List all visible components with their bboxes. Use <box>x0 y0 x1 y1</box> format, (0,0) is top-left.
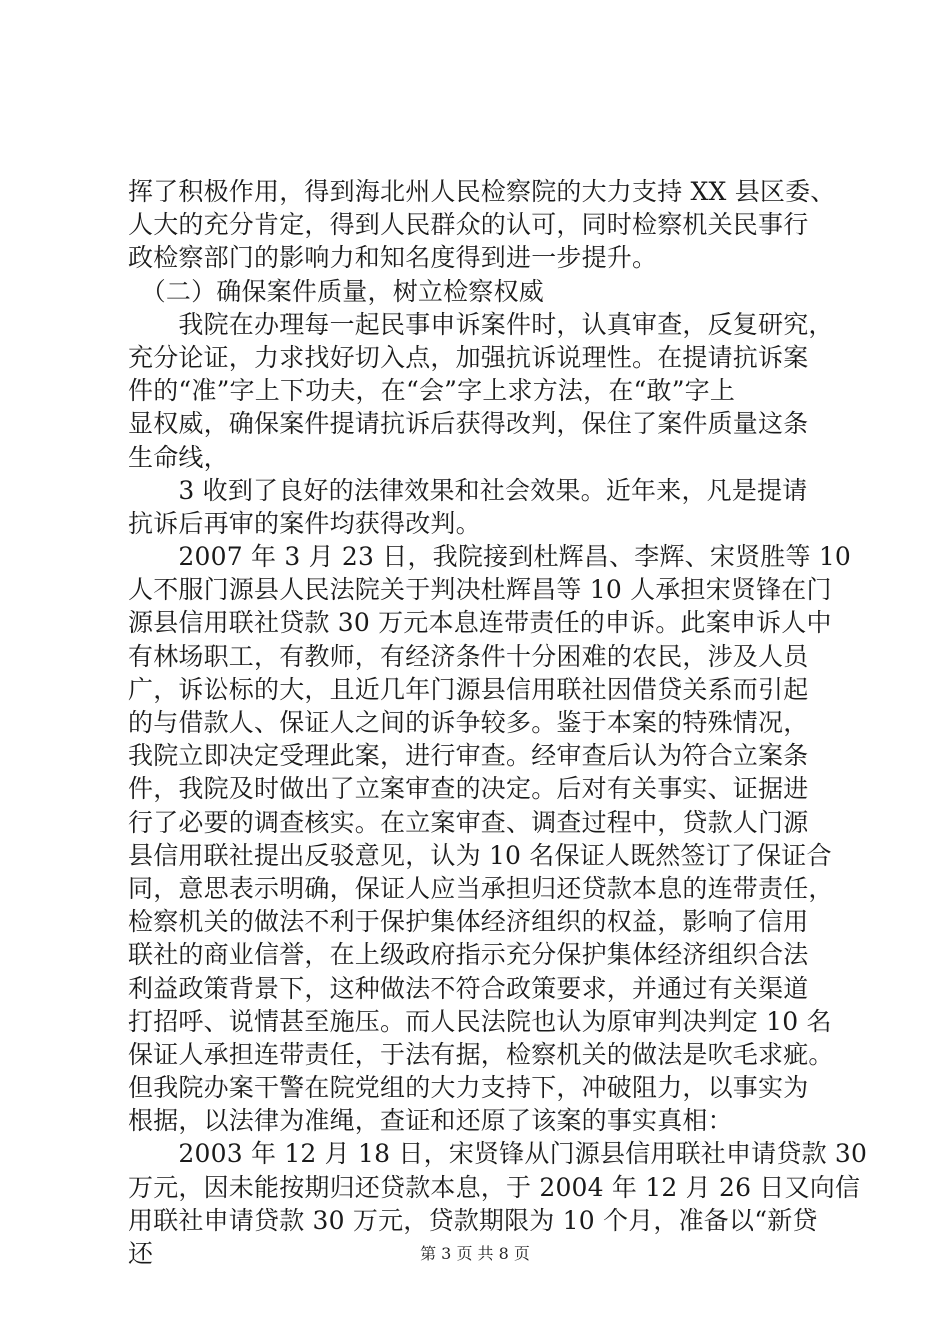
body-text <box>128 175 868 1270</box>
text-line: 人大的充分肯定，得到人民群众的认可，同时检察机关民事行 <box>128 210 809 240</box>
text-line: 件，我院及时做出了立案审查的决定。后对有关事实、证据进 <box>128 774 809 804</box>
text-line: 2007 年 3 月 23 日，我院接到杜辉昌、李辉、宋贤胜等 10 <box>128 542 852 572</box>
text-line: 我院在办理每一起民事申诉案件时，认真审查，反复研究， <box>128 309 834 339</box>
text-line: 我院立即决定受理此案，进行审查。经审查后认为符合立案条 <box>128 741 809 771</box>
text-line: 保证人承担连带责任，于法有据，检察机关的做法是吹毛求疵。 <box>128 1039 834 1069</box>
text-line: 根据，以法律为准绳，查证和还原了该案的事实真相： <box>128 1106 733 1136</box>
text-line: 挥了积极作用，得到海北州人民检察院的大力支持 XX 县区委、 <box>128 177 836 206</box>
text-line: 政检察部门的影响力和知名度得到进一步提升。 <box>128 243 658 273</box>
text-line: 万元，因未能按期归还贷款本息，于 2004 年 12 月 26 日又向信 <box>128 1172 861 1202</box>
text-line: 用联社申请贷款 30 万元，贷款期限为 10 个月，准备以“新贷 <box>128 1205 818 1235</box>
text-line: 行了必要的调查核实。在立案审查、调查过程中，贷款人门源 <box>128 807 809 837</box>
text-line: 但我院办案干警在院党组的大力支持下，冲破阻力，以事实为 <box>128 1073 809 1103</box>
text-line: 检察机关的做法不利于保护集体经济组织的权益，影响了信用 <box>128 907 809 937</box>
text-line: 的与借款人、保证人之间的诉争较多。鉴于本案的特殊情况， <box>128 708 809 737</box>
text-line: 利益政策背景下，这种做法不符合政策要求，并通过有关渠道 <box>128 973 809 1003</box>
text-line: 3 收到了良好的法律效果和社会效果。近年来，凡是提请 <box>128 475 808 505</box>
text-line: 充分论证，力求找好切入点，加强抗诉说理性。在提请抗诉案 <box>128 342 809 372</box>
text-line: 2003 年 12 月 18 日，宋贤锋从门源县信用联社申请贷款 30 <box>128 1139 868 1169</box>
text-line: 生命线， <box>128 442 229 472</box>
text-line: 源县信用联社贷款 30 万元本息连带责任的申诉。此案申诉人中 <box>128 608 832 638</box>
section-heading: （二）确保案件质量，树立检察权威 <box>128 276 544 306</box>
text-line: 打招呼、说情甚至施压。而人民法院也认为原审判决判定 10 名 <box>128 1006 832 1036</box>
text-line: 件的“准”字上下功夫，在“会”字上求方法，在“敢”字上 <box>128 376 736 406</box>
text-line: 有林场职工，有教师，有经济条件十分困难的农民，涉及人员 <box>128 641 809 671</box>
text-line: 县信用联社提出反驳意见，认为 10 名保证人既然签订了保证合 <box>128 840 832 870</box>
text-line: 同，意思表示明确，保证人应当承担归还贷款本息的连带责任， <box>128 873 834 903</box>
page-number-footer: 第 3 页 共 8 页 <box>420 1244 530 1263</box>
text-line: 广，诉讼标的大，且近几年门源县信用联社因借贷关系而引起 <box>128 674 809 704</box>
text-line: 联社的商业信誉，在上级政府指示充分保护集体经济组织合法 <box>128 940 809 970</box>
text-line: 抗诉后再审的案件均获得改判。 <box>128 508 481 538</box>
text-line: 显权威，确保案件提请抗诉后获得改判，保住了案件质量这条 <box>128 409 809 439</box>
text-line: 人不服门源县人民法院关于判决杜辉昌等 10 人承担宋贤锋在门 <box>128 575 832 605</box>
text-line: 还 <box>128 1239 154 1268</box>
